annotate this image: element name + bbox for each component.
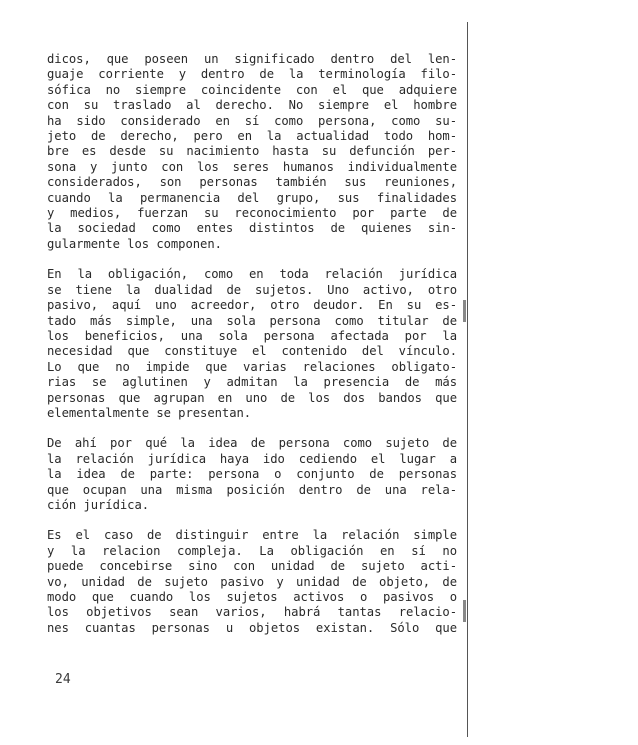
text-line: necesidad que constituye el contenido del vínculo. [47, 344, 457, 359]
text-line: Lo que no impide que varias relaciones obligato- [47, 359, 457, 374]
text-line: vo, unidad de sujeto pasivo y unidad de objeto, de [47, 574, 457, 589]
text-line: la relación jurídica haya ido cediendo el lugar a [47, 451, 457, 466]
text-line: modo que cuando los sujetos activos o pasivos o [47, 590, 457, 604]
text-line: nes cuantas personas u objetos existan. Sólo que [47, 620, 457, 635]
text-line: con su traslado al derecho. No siempre el hombre [47, 98, 457, 113]
paragraph [47, 52, 457, 252]
page-number: 24 [55, 672, 71, 687]
text-line: guaje corriente y dentro de la terminología filo- [47, 67, 457, 82]
text-line: y la relacion compleja. La obligación en sí no [47, 543, 457, 558]
text-line: tado más simple, una sola persona como titular de [47, 313, 457, 328]
text-line: gularmente los componen. [47, 236, 222, 251]
text-line: bre es desde su nacimiento hasta su defunción per- [47, 144, 457, 159]
text-line: De ahí por qué la idea de persona como sujeto de [47, 436, 457, 451]
text-line: la idea de parte: persona o conjunto de personas [47, 467, 457, 482]
text-line: sona y junto con los seres humanos individualmente [47, 159, 457, 174]
text-line: jeto de derecho, pero en la actualidad todo hom- [47, 129, 457, 144]
text-line: pasivo, aquí uno acreedor, otro deudor. En su es- [47, 298, 457, 313]
paragraph [47, 267, 457, 421]
text-line: En la obligación, como en toda relación jurídica [47, 267, 457, 282]
page-edge-line [467, 22, 468, 737]
text-line: ción jurídica. [47, 497, 150, 512]
body-text [47, 52, 457, 651]
text-line: y medios, fuerzan su reconocimiento por parte de [47, 206, 457, 221]
text-line: que ocupan una misma posición dentro de una rela- [47, 482, 457, 497]
text-line: los objetivos sean varios, habrá tantas relacio- [47, 605, 457, 620]
text-line: Es el caso de distinguir entre la relación simple [47, 528, 457, 543]
page-edge-mark [463, 300, 466, 322]
paragraph [47, 436, 457, 513]
paragraph [47, 528, 457, 636]
text-line: puede concebirse sino con unidad de sujeto acti- [47, 559, 457, 574]
text-line: la sociedad como entes distintos de quienes sin- [47, 221, 457, 236]
text-line: dicos, que poseen un significado dentro del len- [47, 52, 457, 66]
text-line: cuando la permanencia del grupo, sus finalidades [47, 190, 457, 205]
text-line: sófica no siempre coincidente con el que adquiere [47, 82, 457, 97]
text-line: elementalmente se presentan. [47, 405, 252, 420]
text-line: ha sido considerado en sí como persona, como su- [47, 113, 457, 128]
text-line: rias se aglutinen y admitan la presencia de más [47, 375, 457, 390]
page-edge-mark [463, 600, 466, 622]
text-line: se tiene la dualidad de sujetos. Uno activo, otro [47, 282, 457, 297]
text-line: los beneficios, una sola persona afectada por la [47, 328, 457, 343]
text-line: considerados, son personas también sus reuniones, [47, 175, 457, 190]
text-line: personas que agrupan en uno de los dos bandos que [47, 390, 457, 405]
